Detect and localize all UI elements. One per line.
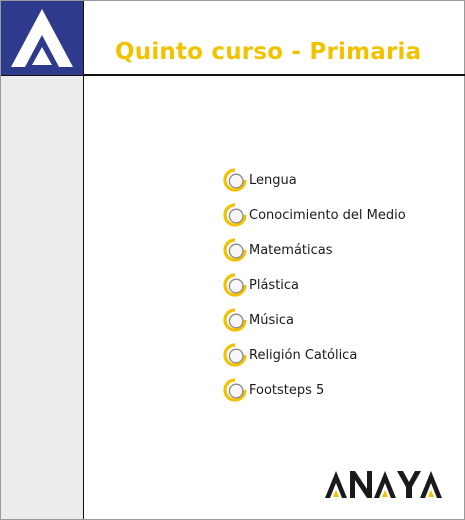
menu-item-matematicas[interactable]	[223, 238, 406, 262]
logo-panel	[1, 1, 83, 76]
menu-item-label: Música	[249, 312, 294, 328]
menu-item-footsteps-5[interactable]	[223, 378, 406, 402]
menu-item-label: Conocimiento del Medio	[249, 207, 406, 223]
menu-item-musica[interactable]	[223, 308, 406, 332]
menu-item-label: Lengua	[249, 172, 297, 188]
radio-button-icon	[223, 238, 247, 262]
anaya-a-logo-icon	[9, 7, 75, 69]
radio-button-icon	[223, 168, 247, 192]
radio-button-icon	[223, 273, 247, 297]
page-title: Quinto curso - Primaria	[115, 39, 422, 65]
menu-item-label: Footsteps 5	[249, 382, 325, 398]
menu-item-label: Religión Católica	[249, 347, 358, 363]
anaya-wordmark-icon	[325, 469, 443, 501]
menu-item-conocimiento-del-medio[interactable]	[223, 203, 406, 227]
menu-item-plastica[interactable]	[223, 273, 406, 297]
menu-item-label: Matemáticas	[249, 242, 333, 258]
course-menu	[223, 168, 406, 413]
anaya-brand-logo	[325, 469, 443, 505]
left-sidebar	[1, 1, 84, 519]
title-divider	[83, 74, 465, 76]
radio-button-icon	[223, 203, 247, 227]
menu-item-label: Plástica	[249, 277, 300, 293]
radio-button-icon	[223, 378, 247, 402]
menu-item-religion-catolica[interactable]	[223, 343, 406, 367]
radio-button-icon	[223, 343, 247, 367]
radio-button-icon	[223, 308, 247, 332]
menu-item-lengua[interactable]	[223, 168, 406, 192]
